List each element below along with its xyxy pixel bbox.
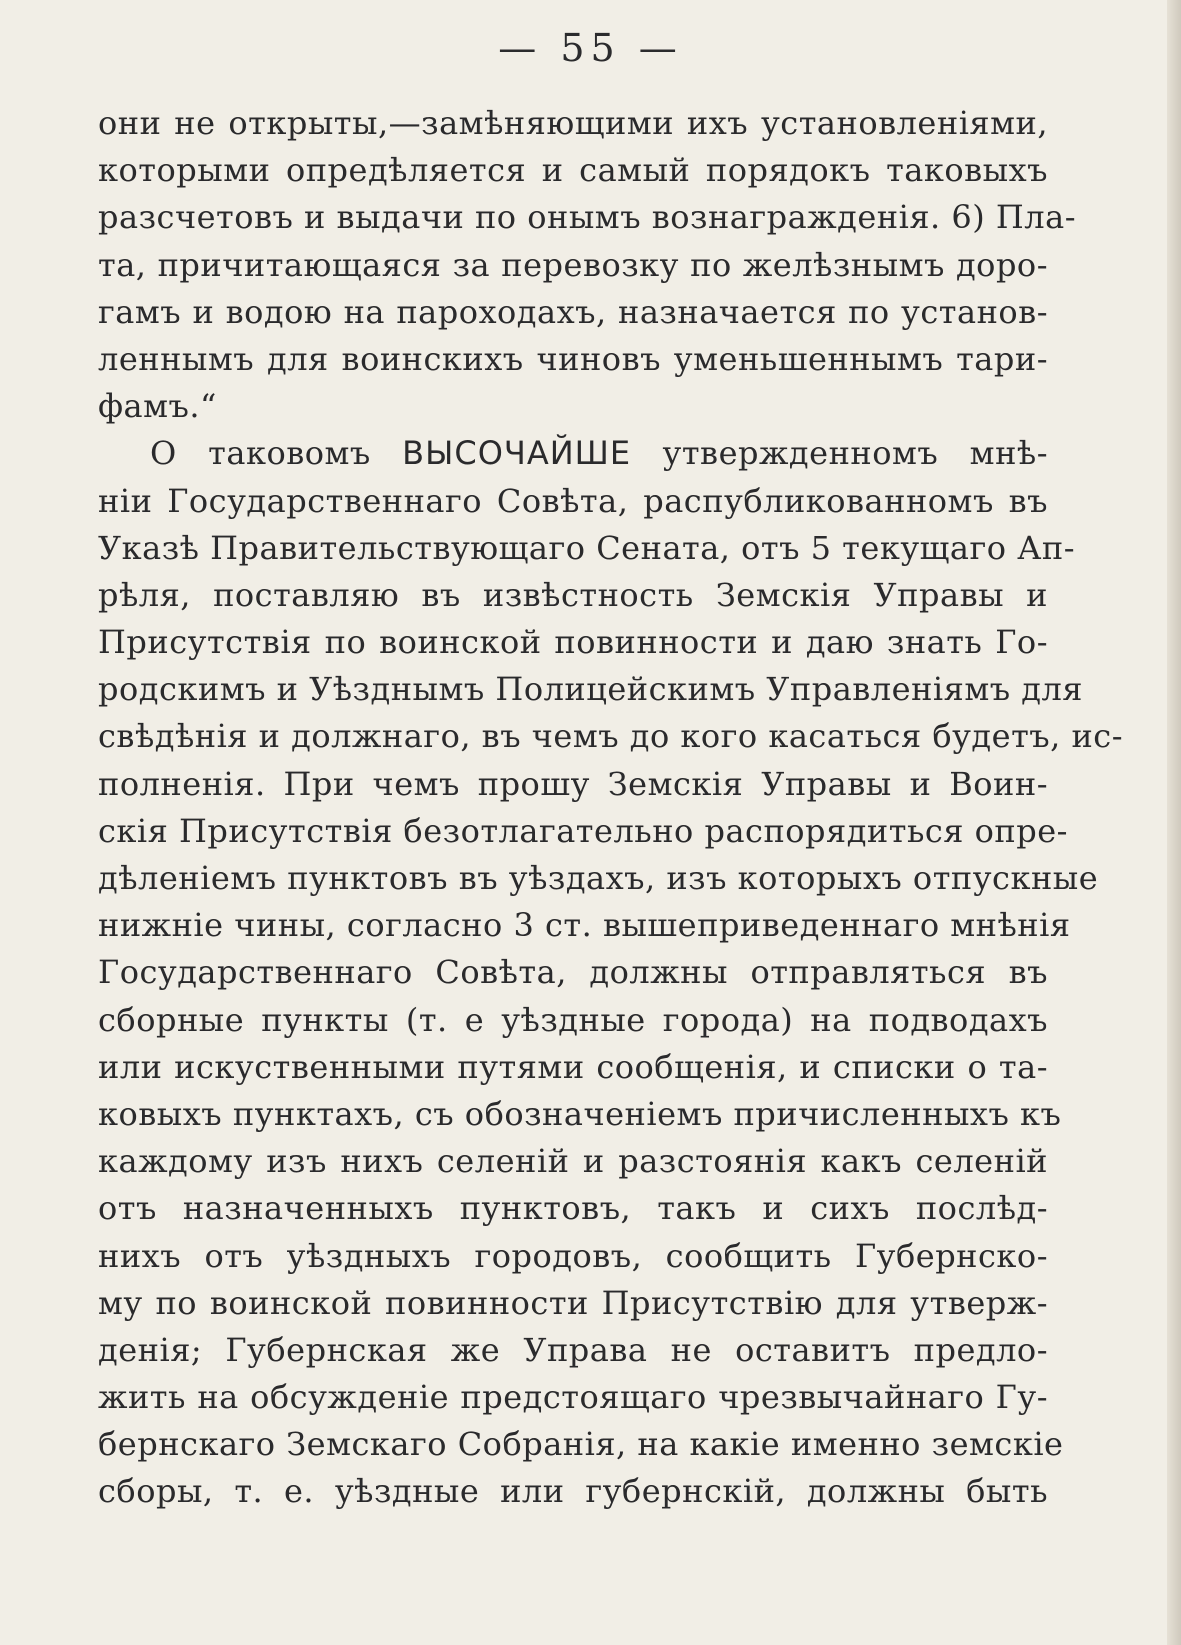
text-line: полненія. При чемъ прошу Земскія Управы и Воин- <box>98 764 1048 803</box>
text-line: сборные пункты (т. е уѣздные города) на подводахъ <box>98 1000 1048 1039</box>
text-line: свѣдѣнія и должнаго, въ чемъ до кого касаться будетъ, ис- <box>98 717 1124 756</box>
text-line: разсчетовъ и выдачи по онымъ вознагражденія. 6) Пла- <box>98 198 1076 237</box>
text-line: отъ назначенныхъ пунктовъ, такъ и сихъ послѣд- <box>98 1189 1048 1228</box>
text-line: нижніе чины, согласно 3 ст. вышеприведеннаго мнѣнія <box>98 906 1071 945</box>
text-line: рѣля, поставляю въ извѣстность Земскія Управы и <box>98 575 1048 614</box>
text-line: му по воинской повинности Присутствію для утверж- <box>98 1283 1048 1322</box>
text-line: бернскаго Земскаго Собранія, на какіе именно земскіе <box>98 1425 1064 1464</box>
text-segment: О таковомъ <box>150 434 403 473</box>
text-segment: утвержденномъ мнѣ- <box>631 434 1048 473</box>
text-line: родскимъ и Уѣзднымъ Полицейскимъ Управленіямъ для <box>98 670 1083 709</box>
text-line: жить на обсужденіе предстоящаго чрезвычайнаго Гу- <box>98 1378 1048 1417</box>
emphasized-word: ВЫСОЧАЙШЕ <box>402 434 632 473</box>
text-line: Указѣ Правительствующаго Сената, отъ 5 текущаго Ап- <box>98 528 1076 567</box>
text-line: фамъ.“ <box>98 387 217 426</box>
text-line: та, причитающаяся за перевозку по желѣзнымъ доро- <box>98 245 1048 284</box>
text-line: которыми опредѣляется и самый порядокъ таковыхъ <box>98 151 1048 190</box>
text-line-first <box>98 430 1048 477</box>
text-line: Государственнаго Совѣта, должны отправляться въ <box>98 953 1048 992</box>
text-line: они не открыты,—замѣняющими ихъ установленіями, <box>98 104 1048 142</box>
page-edge-shadow <box>1167 0 1181 1645</box>
text-line: леннымъ для воинскихъ чиновъ уменьшеннымъ тари- <box>98 339 1048 378</box>
text-line: каждому изъ нихъ селеній и разстоянія какъ селеній <box>98 1142 1048 1181</box>
paragraph-1 <box>98 100 1076 430</box>
text-line: дѣленіемъ пунктовъ въ уѣздахъ, изъ которыхъ отпускные <box>98 859 1099 897</box>
text-line: ковыхъ пунктахъ, съ обозначеніемъ причисленныхъ къ <box>98 1094 1062 1133</box>
text-line: Присутствія по воинской повинности и даю знать Го- <box>98 623 1048 662</box>
text-line: гамъ и водою на пароходахъ, назначается по установ- <box>98 292 1048 331</box>
text-line: сборы, т. е. уѣздные или губернскій, должны быть <box>98 1472 1048 1511</box>
paragraph-2 <box>98 430 1124 1515</box>
text-line: нихъ отъ уѣздныхъ городовъ, сообщить Губернско- <box>98 1236 1048 1275</box>
text-line: или искуственными путями сообщенія, и списки о та- <box>98 1047 1048 1086</box>
text-line: денія; Губернская же Управа не оставитъ предло- <box>98 1330 1048 1369</box>
body-text <box>98 100 1124 1516</box>
page-number: — 55 — <box>498 26 683 70</box>
text-line: скія Присутствія безотлагательно распорядиться опре- <box>98 811 1068 850</box>
text-line: ніи Государственнаго Совѣта, распубликованномъ въ <box>98 481 1048 520</box>
